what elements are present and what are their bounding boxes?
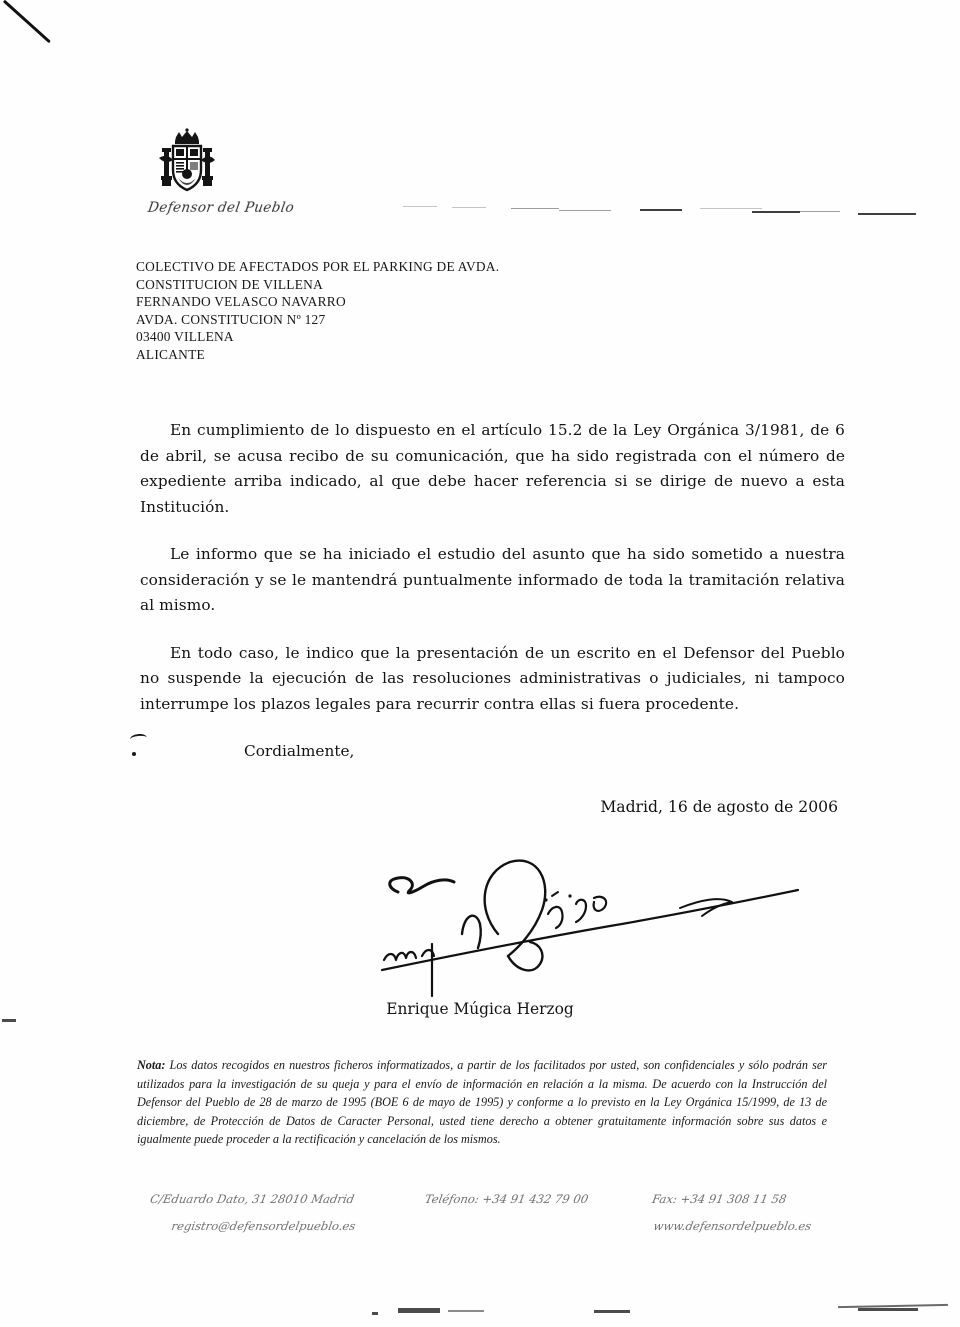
- scan-rule-segment: [559, 210, 611, 211]
- scan-rule-segment: [640, 209, 682, 211]
- signature-ink: [380, 852, 820, 1002]
- footer-website: www.defensordelpueblo.es: [652, 1219, 813, 1233]
- addressee-line: CONSTITUCION DE VILLENA: [136, 276, 324, 292]
- scan-artifact-pen-stroke: [0, 0, 46, 46]
- data-protection-note: [137, 1056, 827, 1149]
- scan-rule-segment: [858, 213, 916, 215]
- addressee-line: 03400 VILLENA: [136, 329, 234, 345]
- scan-rule-segment: [700, 208, 762, 209]
- footer-contact-block: [0, 1192, 960, 1262]
- scan-artifact-ink-mark: [130, 733, 148, 744]
- footer-address: C/Eduardo Dato, 31 28010 Madrid: [149, 1192, 356, 1206]
- scan-artifact-bottom-mark: [448, 1310, 484, 1312]
- body-paragraph: Le informo que se ha iniciado el estudio del asunto que ha sido sometido a nuestra consideración y se le mantendrá puntualmente informado de toda la tramitación relativa al mismo.: [140, 545, 845, 614]
- footer-fax-column: [646, 1192, 817, 1233]
- addressee-line: FERNANDO VELASCO NAVARRO: [136, 294, 346, 310]
- letterhead: [148, 126, 338, 216]
- addressee-line: COLECTIVO DE AFECTADOS POR EL PARKING DE AVDA.: [136, 259, 500, 274]
- body-paragraph: En cumplimiento de lo dispuesto en el artículo 15.2 de la Ley Orgánica 3/1981, de 6 de abril, se acusa recibo de su comunicación, que ha sido registrada con el número de expediente arriba indicado, al que debe hacer referencia si se dirige de nuevo a esta Institución.: [140, 421, 845, 516]
- dateline: Madrid, 16 de agosto de 2006: [600, 798, 838, 816]
- addressee-block: [136, 258, 499, 364]
- scan-artifact-bottom-mark: [594, 1310, 630, 1313]
- footer-phone-column: [424, 1192, 590, 1206]
- scan-artifact-bottom-mark: [858, 1308, 918, 1311]
- scan-artifact-edge-dash: [2, 1019, 16, 1022]
- coat-of-arms-icon: [156, 126, 218, 198]
- scan-rule-segment: [452, 207, 486, 208]
- scan-rule-segment: [752, 211, 800, 213]
- closing-salutation: Cordialmente,: [244, 742, 355, 760]
- note-label: Nota:: [137, 1058, 166, 1072]
- handwritten-signature: [380, 852, 820, 1002]
- footer-phone: Teléfono: +34 91 432 79 00: [423, 1192, 590, 1206]
- signature-printed-name: Enrique Múgica Herzog: [386, 1000, 574, 1018]
- addressee-line: AVDA. CONSTITUCION Nº 127: [136, 311, 326, 327]
- body-paragraph: En todo caso, le indico que la presentación de un escrito en el Defensor del Pueblo no suspende la ejecución de las resoluciones administrativas o judiciales, ni tampoco interrumpe los plazos legales para recurrir contra ellas si fuera procedente.: [140, 643, 845, 713]
- scan-artifact-ink-dot: [132, 752, 136, 756]
- scan-rule-segment: [403, 206, 437, 207]
- scan-artifact-bottom-mark: [372, 1312, 378, 1315]
- scan-rule-segment: [511, 208, 559, 209]
- footer-fax: Fax: +34 91 308 11 58: [651, 1192, 788, 1206]
- footer-address-column: [144, 1192, 361, 1233]
- note-text: Los datos recogidos en nuestros ficheros informatizados, a partir de los facilitados por usted, son confidenciales y sólo podrán ser utilizados para la investigación de su queja y para el envío de información en relación a la misma. De acuerdo con la Instrucción del Defensor del Pueblo de 28 de marzo de 1995 (BOE 6 de mayo de 1995) y conforme a lo previsto en la Ley Orgánica 15/1999, de 13 de diciembre, de Protección de Datos de Caracter Personal, usted tiene derecho a obtener gratuitamente información sobre sus datos e igualmente puede proceder a la rectificación y cancelación de los mismos.: [137, 1058, 827, 1147]
- scan-artifact-bottom-mark: [398, 1308, 440, 1313]
- wordmark-defensor-del-pueblo: Defensor del Pueblo: [146, 200, 296, 216]
- addressee-line: ALICANTE: [136, 346, 205, 362]
- scan-rule-segment: [800, 211, 840, 212]
- footer-email: registro@defensordelpueblo.es: [170, 1219, 357, 1233]
- letter-body: [140, 418, 845, 717]
